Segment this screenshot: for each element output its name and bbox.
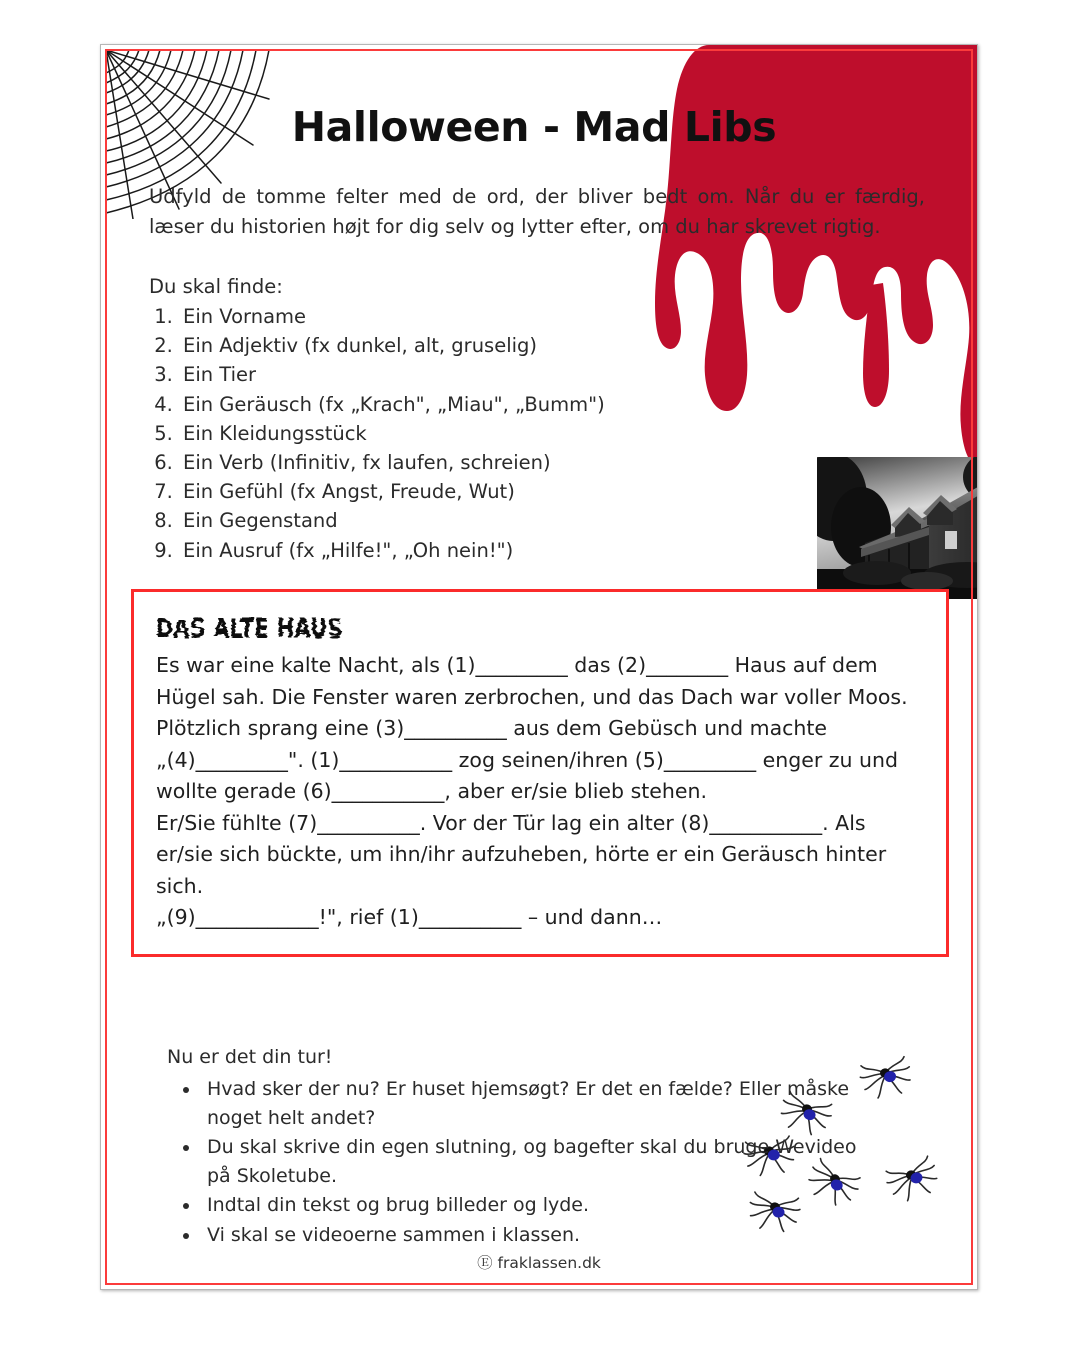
list-item: • Indtal din tekst og brug billeder og lyde. — [201, 1191, 867, 1220]
closing-lead: Nu er det din tur! — [167, 1046, 333, 1068]
list-item: 5. Ein Kleidungsstück — [179, 419, 929, 448]
story-heading: DAS ALTE HAUS — [156, 614, 344, 644]
list-item: 7. Ein Gefühl (fx Angst, Freude, Wut) — [179, 477, 929, 506]
page-title: Halloween - Mad Libs — [291, 103, 777, 151]
haunted-house-photo — [817, 457, 978, 599]
task-list — [167, 1075, 867, 1249]
story-paragraph: Es war eine kalte Nacht, als (1)_________ das (2)________ Haus auf dem Hügel sah. Die Fenster waren zerbrochen, und das Dach war voller Moos. — [156, 653, 908, 709]
find-list-lead: Du skal finde: — [149, 275, 283, 298]
list-item: • Du skal skrive din egen slutning, og bagefter skal du bruge Wevideo på Skoletube. — [201, 1133, 867, 1190]
list-item: 4. Ein Geräusch (fx „Krach", „Miau", „Bumm") — [179, 390, 929, 419]
list-item: 8. Ein Gegenstand — [179, 506, 929, 535]
story-box — [131, 589, 949, 957]
list-item: 6. Ein Verb (Infinitiv, fx laufen, schreien) — [179, 448, 929, 477]
list-item: • Vi skal se videoerne sammen i klassen. — [201, 1221, 867, 1250]
story-paragraph: Er/Sie fühlte (7)__________. Vor der Tür lag ein alter (8)___________. Als er/sie sich bückte, um ihn/ihr aufzuheben, hörte er ein Geräusch hinter sich. — [156, 810, 887, 898]
list-item: 1. Ein Vorname — [179, 302, 929, 331]
footer-credit: Ⓔ fraklassen.dk — [477, 1254, 601, 1272]
list-item: 9. Ein Ausruf (fx „Hilfe!", „Oh nein!") — [179, 536, 929, 565]
closing-section — [167, 1043, 867, 1250]
story-paragraph: „(9)____________!", rief (1)__________ – und dann… — [156, 905, 663, 929]
find-list — [149, 302, 929, 565]
list-item: 3. Ein Tier — [179, 360, 929, 389]
story-paragraph: Plötzlich sprang eine (3)__________ aus dem Gebüsch und machte „(4)_________". (1)___________ zog seinen/ihren (5)_________ enger zu und wollte gerade (6)___________, aber er/sie blieb stehen. — [156, 716, 899, 803]
list-item: • Hvad sker der nu? Er huset hjemsøgt? Er det en fælde? Eller måske noget helt andet? — [201, 1075, 867, 1132]
worksheet-page — [100, 44, 978, 1290]
intro-paragraph: Udfyld de tomme felter med de ord, der bliver bedt om. Når du er færdig, læser du historien højt for dig selv og lytter efter, om du har skrevet rigtig. — [149, 185, 925, 238]
list-item: 2. Ein Adjektiv (fx dunkel, alt, gruselig) — [179, 331, 929, 360]
